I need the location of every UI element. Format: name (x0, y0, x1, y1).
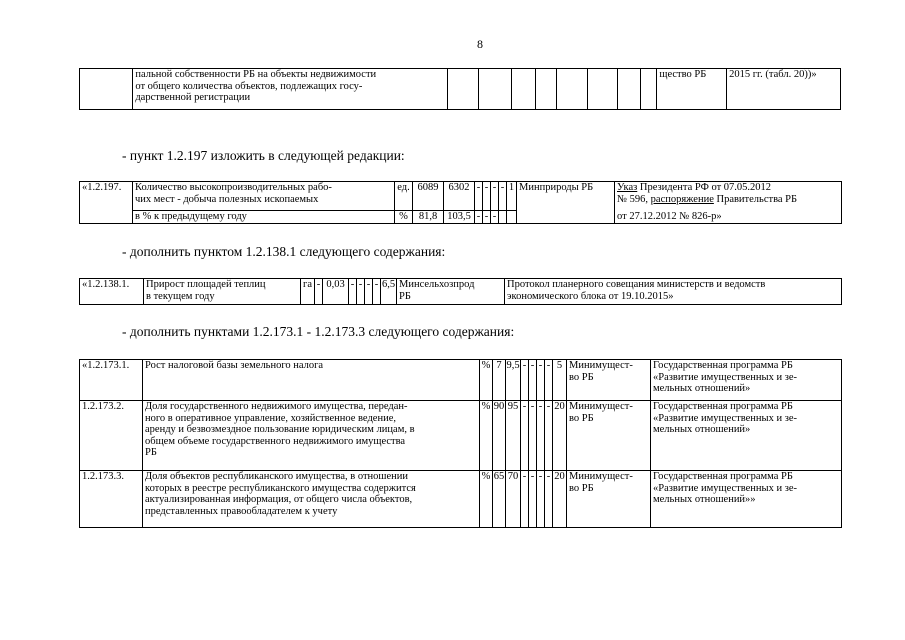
decree-link[interactable]: Указ (617, 182, 638, 193)
table-item-1-2-138-1 (79, 278, 842, 305)
unit: % (480, 360, 493, 401)
item-id: «1.2.138.1. (80, 279, 144, 305)
value-2b: 103,5 (444, 211, 475, 224)
value-1b: 81,8 (413, 211, 444, 224)
dash-cell: - (529, 471, 537, 528)
value-2: 70 (506, 471, 521, 528)
value-2: 9,5 (506, 360, 521, 401)
value-2: 95 (506, 401, 521, 471)
unit: га (301, 279, 315, 305)
heading-item-1-2-138-1: - дополнить пунктом 1.2.138.1 следующего содержания: (122, 244, 446, 259)
value-3: 20 (553, 401, 567, 471)
executor: Минимущест- во РБ (567, 401, 651, 471)
executor: Минимущест- во РБ (567, 360, 651, 401)
dash-cell: - (499, 182, 507, 211)
indicator-name: Доля объектов республиканского имущества, в отношении которых в реестре республиканского имущества содержится актуализированная информация, от общего числа объектов, представленных правообладателем к учету (143, 471, 480, 528)
indicator-name: Количество высокопроизводительных рабо- чих мест - добыча полезных ископаемых (133, 182, 395, 211)
table-items-1-2-173 (79, 359, 842, 528)
continuation-source: 2015 гг. (табл. 20))» (727, 69, 841, 110)
source: Государственная программа РБ «Развитие имущественных и зе- мельных отношений»» (651, 471, 842, 528)
dash-cell: - (475, 211, 483, 224)
value-1: 6089 (413, 182, 444, 211)
continuation-id-cell (80, 69, 133, 110)
dash-cell: - (357, 279, 365, 305)
item-id: «1.2.173.1. (80, 360, 143, 401)
dash-cell: - (491, 182, 499, 211)
dash-cell: - (365, 279, 373, 305)
indicator-name-2: в % к предыдущему году (133, 211, 395, 224)
dash-cell: - (545, 401, 553, 471)
source: Государственная программа РБ «Развитие имущественных и зе- мельных отношений» (651, 360, 842, 401)
heading-item-1-2-197: - пункт 1.2.197 изложить в следующей редакции: (122, 148, 405, 163)
indicator-name: Рост налоговой базы земельного налога (143, 360, 480, 401)
table-row (80, 471, 842, 528)
dash-cell: - (315, 279, 323, 305)
value-1: 90 (493, 401, 506, 471)
source: Государственная программа РБ «Развитие имущественных и зе- мельных отношений» (651, 401, 842, 471)
table-row (80, 360, 842, 401)
dash-cell: - (537, 471, 545, 528)
dash-cell: - (475, 182, 483, 211)
indicator-name: Доля государственного недвижимого имущества, передан- ного в оперативное управление, хозяйственное ведение, аренду и безвозмездное пользование юридическим лицам, в общем объеме государственного недвижимого имущества РБ (143, 401, 480, 471)
heading-items-1-2-173: - дополнить пунктами 1.2.173.1 - 1.2.173.3 следующего содержания: (122, 324, 515, 339)
executor: Минприроды РБ (517, 182, 615, 224)
dash-cell: - (491, 211, 499, 224)
dash-cell: - (483, 182, 491, 211)
value-3: 1 (507, 182, 517, 211)
dash-cell: - (373, 279, 381, 305)
value-3: 5 (553, 360, 567, 401)
order-link[interactable]: распоряжение (650, 193, 714, 205)
dash-cell: - (529, 401, 537, 471)
dash-cell: - (545, 360, 553, 401)
value-2: 6302 (444, 182, 475, 211)
continuation-table (79, 68, 841, 110)
dash-cell: - (521, 360, 529, 401)
continuation-description: пальной собственности РБ на объекты недвижимости от общего количества объектов, подлежащих госу- дарственной регистрации (133, 69, 448, 110)
unit: % (480, 471, 493, 528)
table-row (80, 401, 842, 471)
dash-cell: - (349, 279, 357, 305)
value-1: 0,03 (323, 279, 349, 305)
indicator-name: Прирост площадей теплиц в текущем году (144, 279, 301, 305)
dash-cell: - (537, 360, 545, 401)
source: Протокол планерного совещания министерств и ведомств экономического блока от 19.10.2015» (505, 279, 842, 305)
unit-2: % (395, 211, 413, 224)
page-number: 8 (477, 37, 483, 51)
executor: Минимущест- во РБ (567, 471, 651, 528)
dash-cell: - (521, 401, 529, 471)
item-id: 1.2.173.3. (80, 471, 143, 528)
unit: % (480, 401, 493, 471)
table-item-1-2-197 (79, 181, 842, 224)
continuation-executor: щество РБ (657, 69, 727, 110)
dash-cell: - (521, 471, 529, 528)
value-3: 20 (553, 471, 567, 528)
item-id: «1.2.197. (80, 182, 133, 224)
legal-basis-cont: от 27.12.2012 № 826-р» (615, 211, 842, 224)
legal-basis: Указ Президента РФ от 07.05.2012 № 596, распоряжение Правительства РБ (615, 182, 842, 211)
dash-cell: - (545, 471, 553, 528)
value-1: 65 (493, 471, 506, 528)
dash-cell: - (529, 360, 537, 401)
value-1: 7 (493, 360, 506, 401)
dash-cell: - (537, 401, 545, 471)
dash-cell: - (483, 211, 491, 224)
unit: ед. (395, 182, 413, 211)
executor: Минсельхозпрод РБ (397, 279, 505, 305)
item-id: 1.2.173.2. (80, 401, 143, 471)
value-2: 6,5 (381, 279, 397, 305)
